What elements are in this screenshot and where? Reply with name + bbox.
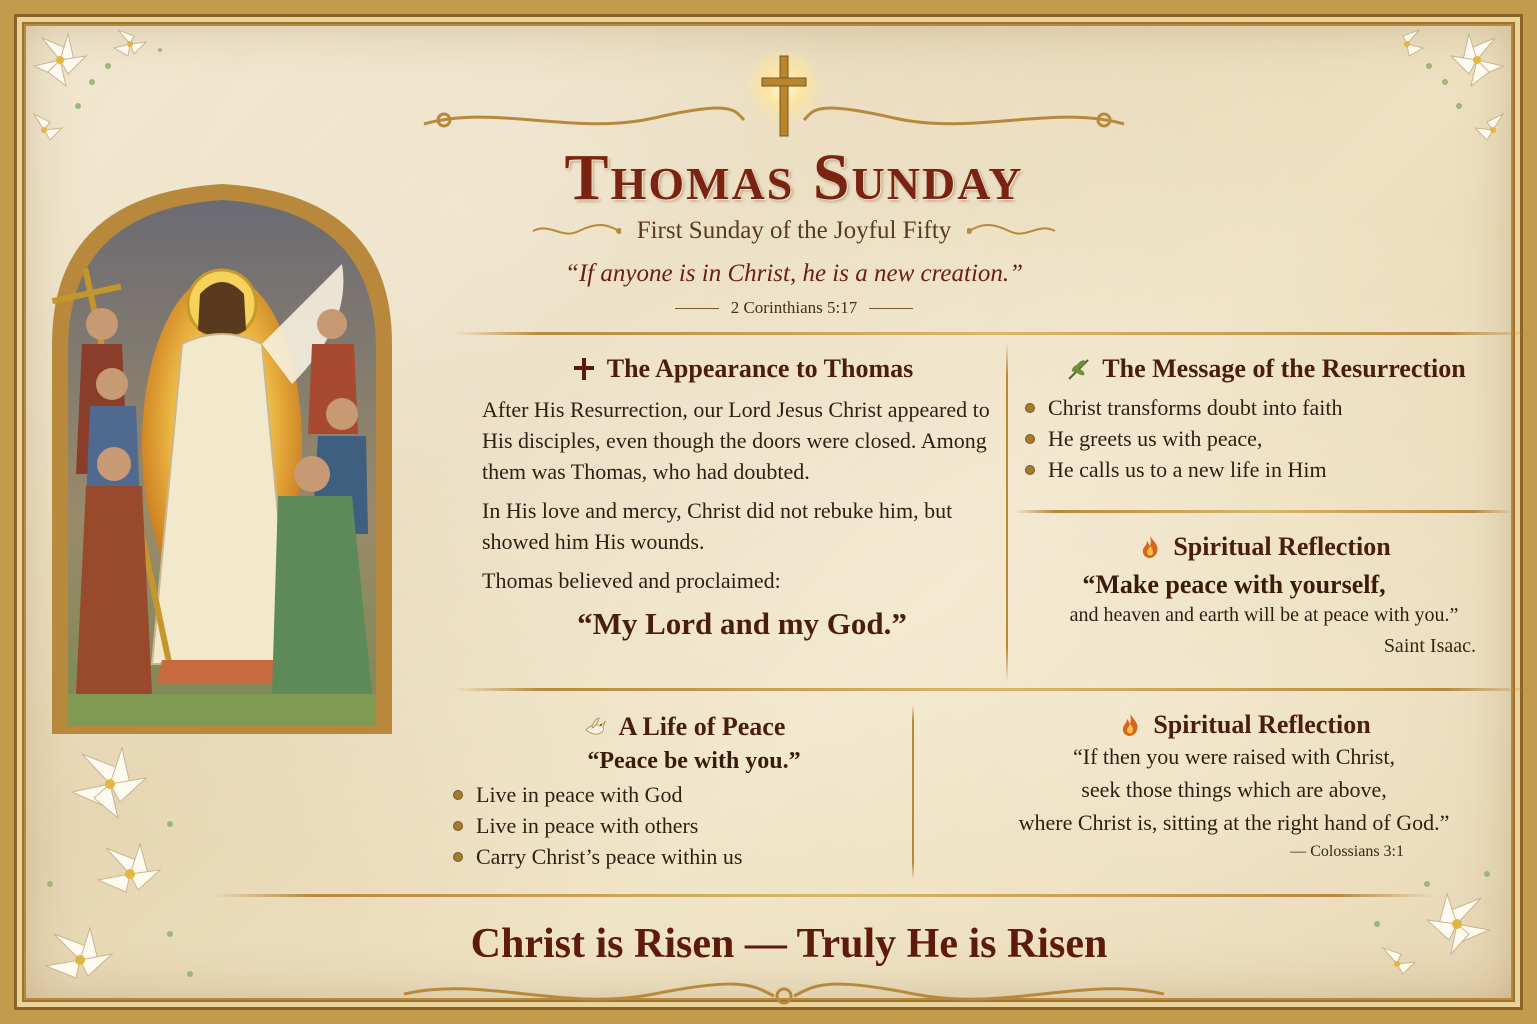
- peace-quote: “Peace be with you.”: [587, 748, 801, 774]
- olive-branch-icon: [1066, 356, 1092, 382]
- list-item-text: Christ transforms doubt into faith: [1048, 395, 1343, 420]
- flourish-left-icon: [531, 222, 621, 240]
- peace-title: A Life of Peace: [618, 712, 786, 741]
- flame-icon: [1117, 712, 1143, 738]
- divider-lower: [214, 894, 1434, 897]
- bullet-icon: [454, 791, 462, 799]
- appearance-title: The Appearance to Thomas: [606, 354, 914, 383]
- verse-ref-row: [434, 298, 1154, 318]
- page-title: Thomas Sunday: [564, 141, 1024, 214]
- verse-reference: 2 Corinthians 5:17: [730, 298, 858, 317]
- divider-right-middle: [1014, 510, 1514, 513]
- peace-list: [454, 779, 894, 872]
- reflection-title-2: Spiritual Reflection: [1153, 710, 1371, 739]
- list-item-text: Carry Christ’s peace within us: [476, 844, 743, 869]
- divider-vertical-lower: [912, 704, 914, 880]
- bullet-icon: [1026, 404, 1034, 412]
- message-list: [1026, 392, 1506, 485]
- reflection-quote-line-1: “Make peace with yourself,: [1082, 570, 1386, 599]
- appearance-paragraph-1: After His Resurrection, our Lord Jesus Christ appeared to His disciples, even though the doors were closed. Among them was Thomas, who had doubted.: [482, 397, 990, 484]
- list-item: [454, 841, 894, 872]
- resurrection-icon-image: [42, 174, 462, 734]
- message-heading: [1026, 354, 1506, 384]
- list-item-text: Live in peace with God: [476, 782, 683, 807]
- cross-icon: [571, 356, 597, 382]
- divider-right: [869, 308, 913, 309]
- reflection-heading-1: [1014, 532, 1514, 562]
- lily-corner-bottom-left: [20, 724, 220, 1004]
- reflection-quote-line-2: and heaven and earth will be at peace with you.”: [1069, 604, 1459, 626]
- lily-corner-top-left: [20, 20, 190, 170]
- header-verse: “If anyone is in Christ, he is a new creation.”: [564, 260, 1024, 287]
- top-scrollwork: [414, 100, 1134, 136]
- reflection-heading-2: [934, 710, 1534, 740]
- bullet-icon: [454, 822, 462, 830]
- appearance-paragraph-2: In His love and mercy, Christ did not rebuke him, but showed him His wounds.: [482, 498, 953, 554]
- bullet-icon: [1026, 466, 1034, 474]
- dove-icon: [583, 714, 609, 740]
- appearance-paragraph-3: Thomas believed and proclaimed:: [482, 568, 781, 593]
- list-item-text: Live in peace with others: [476, 813, 699, 838]
- colossians-line-1: “If then you were raised with Christ,: [1073, 744, 1395, 769]
- list-item: [1026, 423, 1506, 454]
- reflection-section-1: [1014, 532, 1514, 658]
- subtitle-row: [434, 214, 1154, 248]
- message-title: The Message of the Resurrection: [1102, 354, 1466, 383]
- flourish-right-icon: [967, 222, 1057, 240]
- message-section: [1026, 354, 1506, 485]
- reflection-attribution: Saint Isaac.: [1383, 635, 1476, 657]
- colossians-reference: — Colossians 3:1: [1290, 843, 1404, 860]
- divider-vertical-upper: [1006, 342, 1008, 682]
- reflection-section-2: [934, 710, 1534, 861]
- colossians-line-3: where Christ is, sitting at the right hand of God.”: [1018, 810, 1450, 835]
- list-item: [1026, 392, 1506, 423]
- list-item: [1026, 454, 1506, 485]
- bullet-icon: [454, 853, 462, 861]
- footer-proclamation: Christ is Risen — Truly He is Risen: [470, 921, 1108, 967]
- bullet-icon: [1026, 435, 1034, 443]
- divider-upper: [454, 332, 1534, 335]
- list-item-text: He greets us with peace,: [1048, 426, 1263, 451]
- appearance-heading: [482, 354, 1002, 384]
- list-item-text: He calls us to a new life in Him: [1048, 457, 1327, 482]
- reflection-title-1: Spiritual Reflection: [1173, 532, 1391, 561]
- list-item: [454, 810, 894, 841]
- thomas-proclamation: “My Lord and my God.”: [577, 606, 907, 641]
- lily-corner-top-right: [1347, 20, 1517, 170]
- appearance-section: [482, 354, 1002, 642]
- flame-icon: [1137, 534, 1163, 560]
- bottom-scrollwork: [394, 974, 1174, 1014]
- list-item: [454, 779, 894, 810]
- peace-section: [454, 712, 894, 872]
- divider-middle: [454, 688, 1534, 691]
- colossians-line-2: seek those things which are above,: [1081, 777, 1387, 802]
- subtitle: First Sunday of the Joyful Fifty: [636, 217, 952, 244]
- peace-heading: [454, 712, 894, 742]
- divider-left: [675, 308, 719, 309]
